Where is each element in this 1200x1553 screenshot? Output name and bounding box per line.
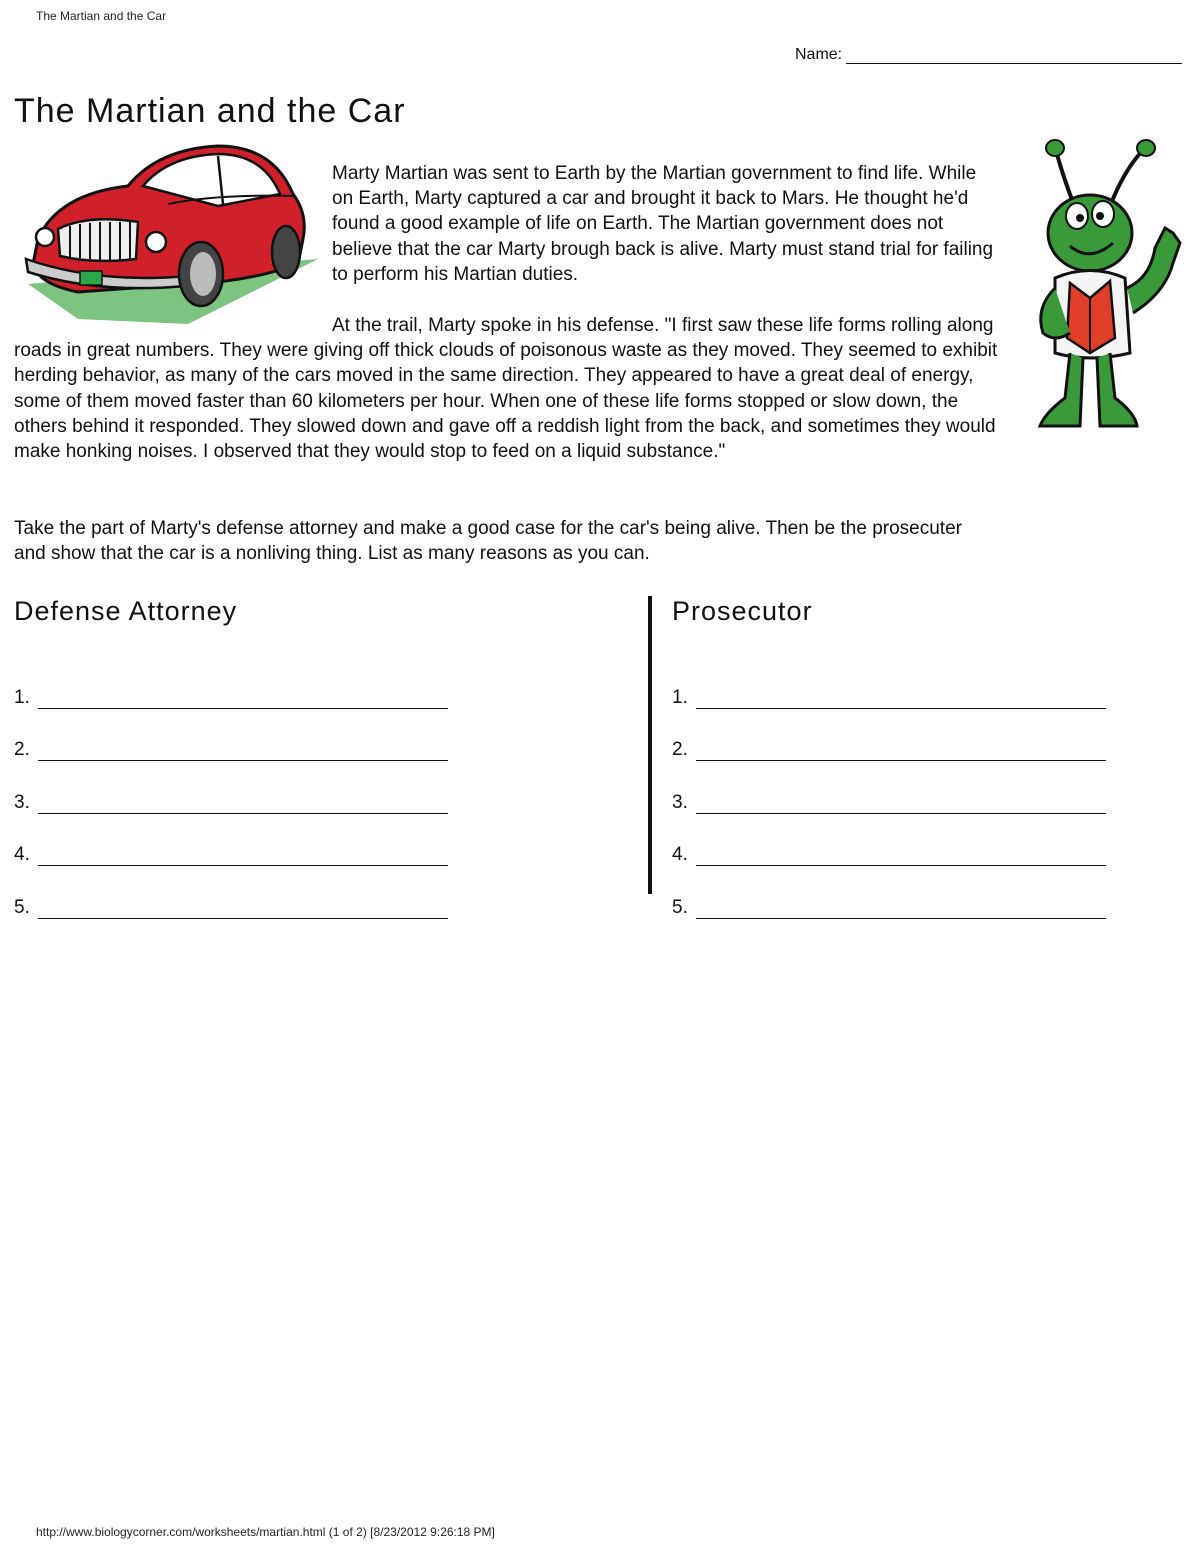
trial-paragraph [14,313,1014,464]
name-label: Name: [795,46,843,63]
running-header: The Martian and the Car [36,9,167,23]
list-item: 5. [14,866,448,919]
defense-reasons-list [14,656,448,919]
list-item: 1. [14,656,448,709]
intro-paragraph: Marty Martian was sent to Earth by the Martian government to find life. While on Earth, Marty captured a car and brought it back to Mars. He thought he'd found a good example of life on Earth. The Martian government does not believe that the car Marty brough back is alive. Marty must stand trial for failing to perform his Martian duties. [332,163,994,285]
list-item: 1. [672,656,1106,709]
answer-blank-line [38,738,448,761]
list-item: 2. [672,709,1106,762]
answer-blank-line [696,686,1106,709]
list-item: 5. [672,866,1106,919]
answer-blank-line [38,843,448,866]
answer-blank-line [38,791,448,814]
answer-blank-line [38,896,448,919]
page-footer-url: http://www.biologycorner.com/worksheets/martian.html (1 of 2) [8/23/2012 9:26:18 PM] [36,1525,495,1539]
list-item: 4. [14,814,448,867]
column-divider [648,596,652,894]
answer-blank-line [696,791,1106,814]
list-item: 4. [672,814,1106,867]
list-item: 3. [14,761,448,814]
answer-blank-line [696,896,1106,919]
name-blank-line [846,45,1182,64]
page-title: The Martian and the Car [14,92,406,130]
green-martian-illustration [1015,138,1185,438]
defense-attorney-heading: Defense Attorney [14,596,238,626]
answer-blank-line [696,843,1106,866]
red-car-illustration [18,134,323,329]
list-item: 2. [14,709,448,762]
answer-blank-line [38,686,448,709]
name-field [795,45,1182,64]
instructions-paragraph: Take the part of Marty's defense attorney and make a good case for the car's being alive. Then be the prosecuter and show that the car is a nonliving thing. List as many reasons as you can. [14,518,962,565]
prosecutor-reasons-list [672,656,1106,919]
answer-blank-line [696,738,1106,761]
list-item: 3. [672,761,1106,814]
prosecutor-heading: Prosecutor [672,596,813,626]
trial-paragraph-text: At the trail, Marty spoke in his defense. "I first saw these life forms rolling along roads in great numbers. They were giving off thick clouds of poisonous waste as they moved. They seemed to exhibit herding behavior, as many of the cars moved in the same direction. They appeared to have a great deal of energy, some of them moved faster than 60 kilometers per hour. When one of these life forms stopped or slow down, the others behind it responded. They slowed down and gave off a reddish light from the back, and sometimes they would make honking noises. I observed that they would stop to feed on a liquid substance." [14,315,998,463]
